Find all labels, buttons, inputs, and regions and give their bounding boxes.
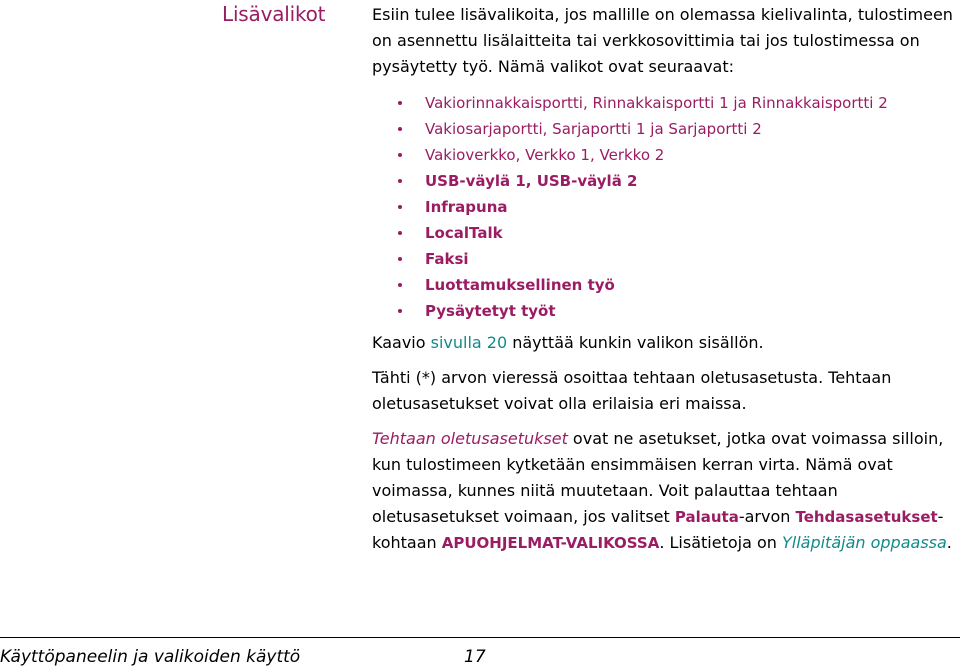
menu-list-item — [372, 116, 957, 142]
section-title: Lisävalikot — [222, 2, 326, 26]
asterisk-note-paragraph: Tähti (*) arvon vieressä osoittaa tehtaan oletusasetusta. Tehtaan oletusasetukset voivat olla erilaisia eri maissa. — [372, 368, 892, 413]
bullet-icon — [398, 153, 402, 157]
menu-name: Vakioverkko, Verkko 1, Verkko 2 — [425, 146, 665, 164]
page-link[interactable]: sivulla 20 — [430, 333, 508, 352]
menu-list-item — [372, 90, 957, 116]
footer-divider — [0, 637, 960, 638]
menu-list-item — [372, 220, 957, 246]
paragraph-text: -arvon — [738, 507, 796, 526]
footer-section-title: Käyttöpaneelin ja valikoiden käyttö — [0, 647, 301, 667]
menu-value: Palauta — [674, 508, 739, 526]
menu-name: Infrapuna — [425, 198, 508, 216]
menu-name: Luottamuksellinen työ — [425, 276, 615, 294]
bullet-icon — [398, 257, 402, 261]
menu-name: Vakiorinnakkaisportti, Rinnakkaisportti 1 ja Rinnakkaisportti 2 — [425, 94, 888, 112]
menu-list-item — [372, 246, 957, 272]
defined-term: Tehtaan oletusasetukset — [372, 429, 568, 448]
chart-reference-paragraph — [372, 330, 957, 356]
menu-name: Vakiosarjaportti, Sarjaportti 1 ja Sarjaportti 2 — [425, 120, 762, 138]
bullet-icon — [398, 179, 402, 183]
factory-defaults-paragraph — [372, 426, 957, 556]
menu-name: Faksi — [425, 250, 469, 268]
paragraph-text: ovat ne asetukset, jotka ovat voimassa silloin, kun tulostimeen kytketään ensimmäisen kerran virta. Nämä ovat voimassa, kunnes niitä muutetaan. Voit palauttaa tehtaan oletusasetukset voimaan, jos valitset — [372, 429, 944, 526]
menu-name: LocalTalk — [425, 224, 503, 242]
menu-list — [372, 90, 957, 324]
page-number: 17 — [464, 647, 486, 667]
menu-list-item — [372, 298, 957, 324]
admin-guide-link[interactable]: Ylläpitäjän oppaassa — [781, 533, 947, 552]
paragraph-text: . — [946, 533, 952, 552]
menu-name: APUOHJELMAT-VALIKOSSA — [441, 534, 660, 552]
menu-name: Pysäytetyt työt — [425, 302, 556, 320]
bullet-icon — [398, 205, 402, 209]
intro-paragraph: Esiin tulee lisävalikoita, jos mallille on olemassa kielivalinta, tulostimeen on asennettu lisälaitteita tai verkkosovittimia tai jos tulostimessa on pysäytetty työ. Nämä valikot ovat seuraavat: — [372, 5, 953, 76]
chart-reference-suffix: näyttää kunkin valikon sisällön. — [507, 333, 764, 352]
chart-reference-prefix: Kaavio — [372, 333, 431, 352]
bullet-icon — [398, 101, 402, 105]
bullet-icon — [398, 231, 402, 235]
menu-list-item — [372, 168, 957, 194]
paragraph-text: -kohtaan — [372, 507, 944, 552]
menu-list-item — [372, 194, 957, 220]
main-content — [372, 2, 957, 556]
menu-list-item — [372, 272, 957, 298]
menu-list-item — [372, 142, 957, 168]
paragraph-text: . Lisätietoja on — [659, 533, 782, 552]
menu-item-name: Tehdasasetukset — [795, 508, 938, 526]
bullet-icon — [398, 127, 402, 131]
bullet-icon — [398, 283, 402, 287]
menu-name: USB-väylä 1, USB-väylä 2 — [425, 172, 638, 190]
bullet-icon — [398, 309, 402, 313]
